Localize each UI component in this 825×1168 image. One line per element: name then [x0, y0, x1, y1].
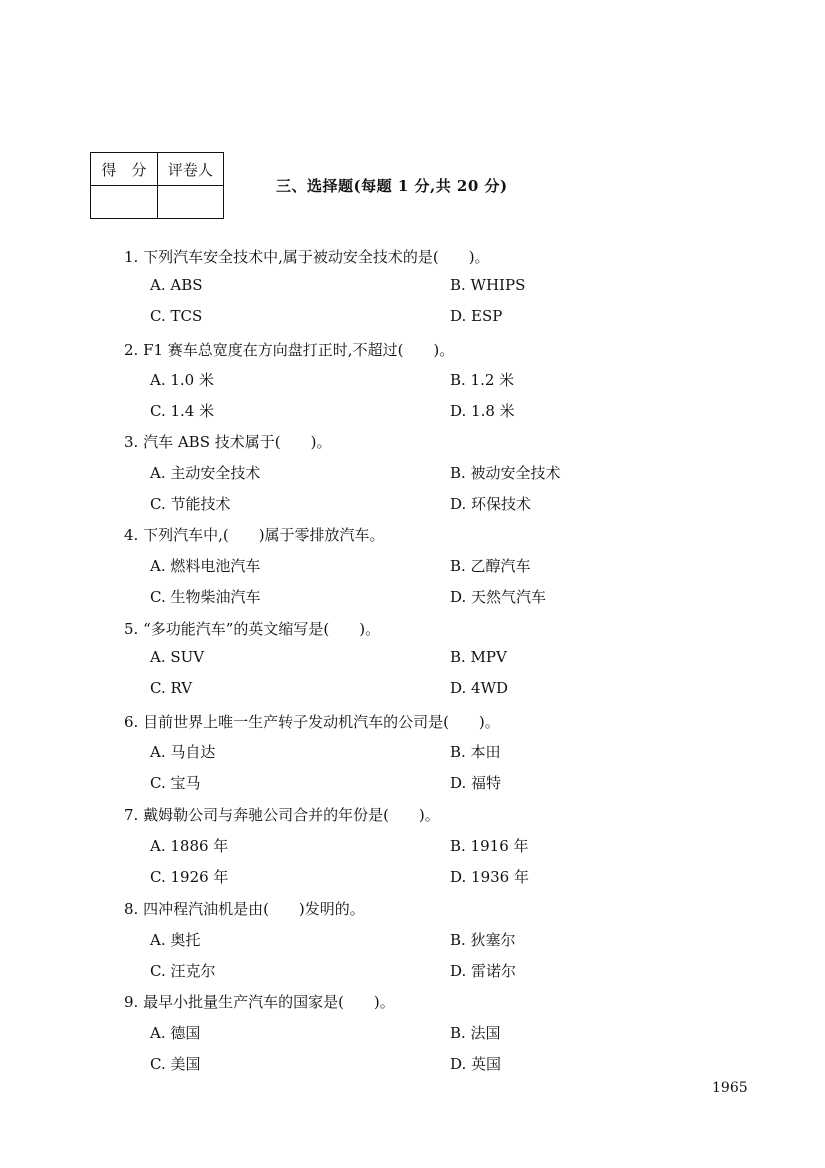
score-cell	[91, 186, 158, 219]
option-a: A. 燃料电池汽车	[150, 557, 261, 575]
option-d: D. 雷诺尔	[450, 962, 517, 980]
option-c: C. TCS	[150, 307, 203, 325]
question-stem: 7. 戴姆勒公司与奔驰公司合并的年份是( )。	[124, 806, 440, 824]
option-c: C. 生物柴油汽车	[150, 588, 261, 606]
score-label: 得 分	[91, 153, 158, 186]
option-a: A. 德国	[150, 1024, 201, 1042]
option-d: D. 福特	[450, 774, 502, 792]
option-a: A. 奥托	[150, 931, 201, 949]
option-d: D. ESP	[450, 307, 503, 325]
option-a: A. ABS	[150, 276, 203, 294]
question-stem: 4. 下列汽车中,( )属于零排放汽车。	[124, 526, 385, 544]
option-a: A. 主动安全技术	[150, 464, 261, 482]
question-stem: 1. 下列汽车安全技术中,属于被动安全技术的是( )。	[124, 248, 490, 266]
option-b: B. WHIPS	[450, 276, 526, 294]
question-stem: 8. 四冲程汽油机是由( )发明的。	[124, 900, 365, 918]
option-d: D. 英国	[450, 1055, 502, 1073]
question-stem: 3. 汽车 ABS 技术属于( )。	[124, 433, 332, 451]
option-b: B. 乙醇汽车	[450, 557, 531, 575]
question-stem: 5. “多功能汽车”的英文缩写是( )。	[124, 620, 381, 638]
option-d: D. 1936 年	[450, 868, 529, 886]
option-b: B. 1916 年	[450, 837, 529, 855]
option-d: D. 1.8 米	[450, 402, 515, 420]
option-b: B. 本田	[450, 743, 501, 761]
option-d: D. 4WD	[450, 679, 509, 697]
option-b: B. 被动安全技术	[450, 464, 561, 482]
option-c: C. 1926 年	[150, 868, 229, 886]
option-a: A. SUV	[150, 648, 205, 666]
option-c: C. 美国	[150, 1055, 201, 1073]
option-a: A. 1886 年	[150, 837, 229, 855]
option-a: A. 马自达	[150, 743, 216, 761]
option-b: B. 狄塞尔	[450, 931, 516, 949]
option-c: C. 宝马	[150, 774, 201, 792]
option-b: B. 1.2 米	[450, 371, 515, 389]
page-number: 1965	[712, 1080, 748, 1096]
question-stem: 6. 目前世界上唯一生产转子发动机汽车的公司是( )。	[124, 713, 500, 731]
option-c: C. RV	[150, 679, 193, 697]
option-b: B. 法国	[450, 1024, 501, 1042]
question-stem: 9. 最早小批量生产汽车的国家是( )。	[124, 993, 395, 1011]
option-d: D. 天然气汽车	[450, 588, 547, 606]
option-c: C. 节能技术	[150, 495, 231, 513]
option-a: A. 1.0 米	[150, 371, 214, 389]
grader-label: 评卷人	[157, 153, 223, 186]
option-b: B. MPV	[450, 648, 507, 666]
question-stem: 2. F1 赛车总宽度在方向盘打正时,不超过( )。	[124, 341, 455, 359]
option-d: D. 环保技术	[450, 495, 532, 513]
option-c: C. 汪克尔	[150, 962, 216, 980]
section-title: 三、选择题(每题 1 分,共 20 分)	[276, 177, 508, 195]
grader-cell	[157, 186, 223, 219]
option-c: C. 1.4 米	[150, 402, 215, 420]
score-table	[90, 152, 224, 219]
